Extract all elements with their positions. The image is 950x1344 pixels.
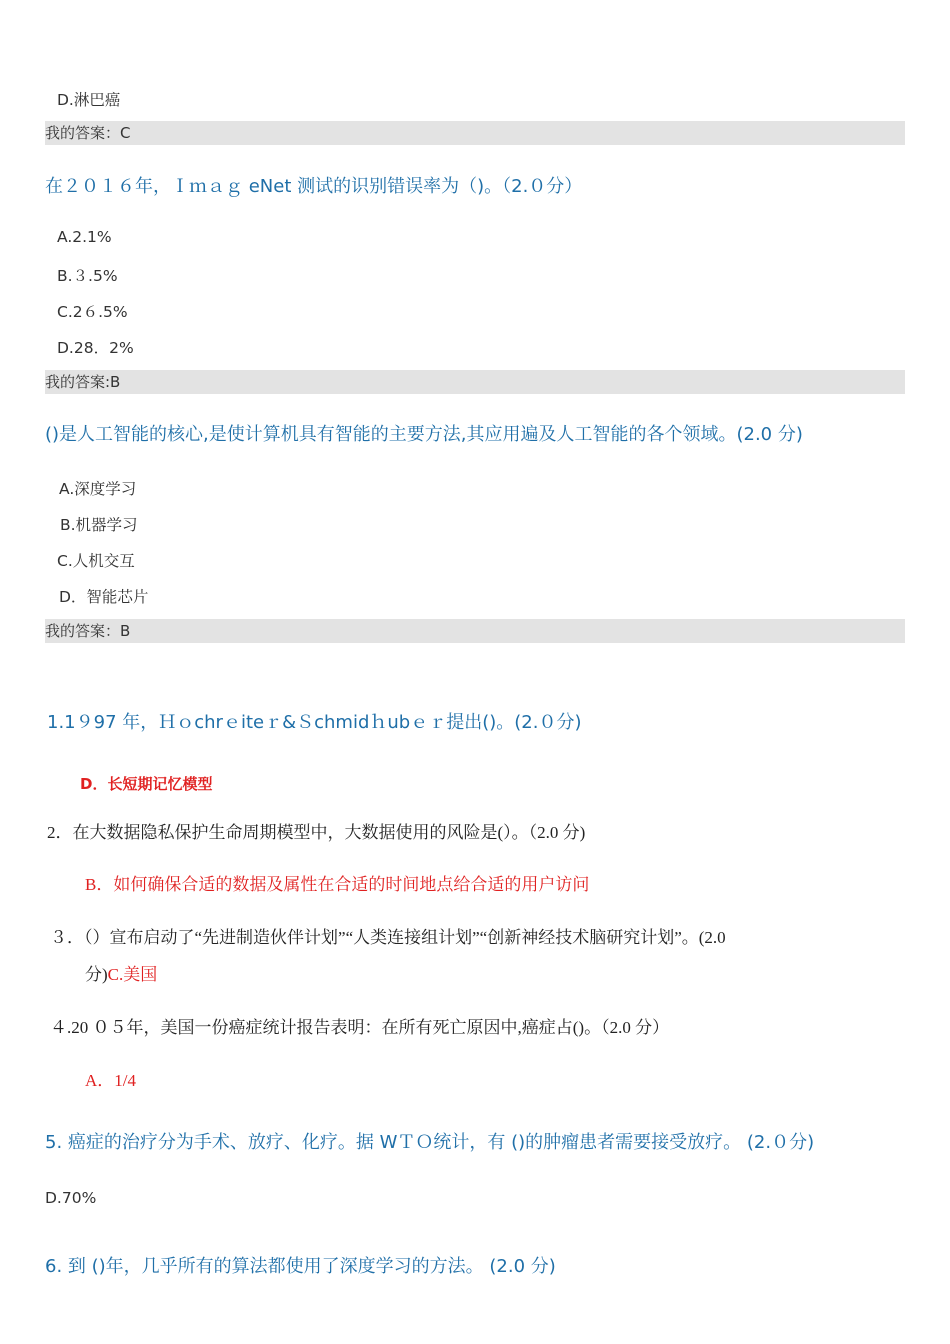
option-b: B.３.5%	[57, 267, 118, 285]
question-3-continued	[85, 960, 157, 985]
answer-5: D.70%	[45, 1189, 97, 1207]
answer-3: C.美国	[107, 965, 158, 984]
option-a: A.2.1%	[57, 228, 112, 246]
my-answer-text: 我的答案：C	[45, 124, 131, 142]
question-2: 2．在大数据隐私保护生命周期模型中，大数据使用的风险是(）。（2.0 分)	[47, 823, 586, 842]
option-c: C.人机交互	[57, 552, 135, 570]
my-answer-text: 我的答案：B	[45, 622, 131, 640]
answer-4: A．1/4	[85, 1071, 136, 1090]
question-3: ３．（）宣布启动了“先进制造伙伴计划”“人类连接组计划”“创新神经技术脑研究计划”。(2.0	[50, 928, 726, 947]
my-answer-bar	[45, 121, 905, 145]
option-a: A.深度学习	[59, 480, 137, 498]
question-1: 1.1９97 年，Ｈｏchrｅiteｒ&Ｓchmidｈubｅｒ提出()。(2.０分)	[47, 712, 582, 733]
question-ai-core: ()是人工智能的核心,是使计算机具有智能的主要方法,其应用遍及人工智能的各个领域。(2.0 分)	[45, 424, 803, 445]
my-answer-bar	[45, 619, 905, 643]
question-6: 6. 到 ()年，几乎所有的算法都使用了深度学习的方法。 (2.0 分)	[45, 1256, 556, 1277]
question-imagenet: 在２０１６年，Ｉｍａｇ eNet 测试的识别错误率为（)。（2.０分）	[45, 176, 583, 197]
question-3-tail: 分)	[85, 965, 108, 984]
answer-1: D．长短期记忆模型	[80, 775, 213, 793]
option-d: D.淋巴癌	[57, 91, 121, 109]
my-answer-text: 我的答案:B	[45, 373, 121, 391]
option-d: D．智能芯片	[59, 588, 149, 606]
option-b: B.机器学习	[60, 516, 138, 534]
my-answer-bar	[45, 370, 905, 394]
question-4: ４.20 ０５年，美国一份癌症统计报告表明：在所有死亡原因中,癌症占()。（2.0 分）	[50, 1018, 670, 1037]
answer-2: B．如何确保合适的数据及属性在合适的时间地点给合适的用户访问	[85, 875, 590, 894]
option-d: D.28．2%	[57, 339, 134, 357]
question-5: 5. 癌症的治疗分为手术、放疗、化疗。据 WＴＯ统计，有 ()的肿瘤患者需要接受放疗。 (2.０分)	[45, 1132, 815, 1153]
option-c: C.2６.5%	[57, 303, 128, 321]
